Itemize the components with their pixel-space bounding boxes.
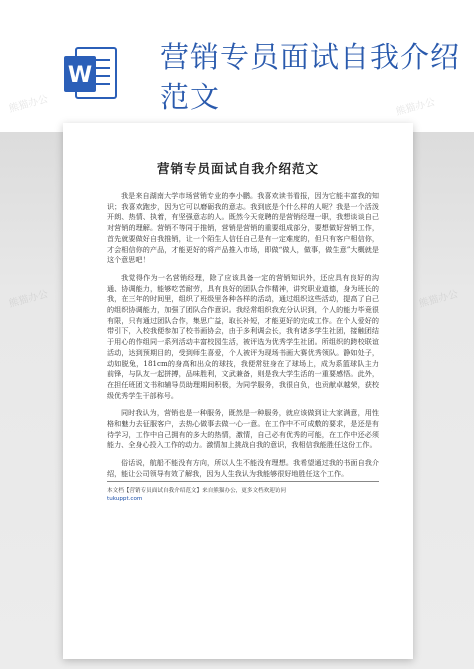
document-footer: [107, 481, 379, 503]
footer-link[interactable]: tukuppt.com: [107, 496, 143, 502]
watermark: 熊猫办公: [7, 93, 50, 115]
watermark: 熊猫办公: [394, 96, 437, 118]
watermark: 熊猫办公: [7, 288, 50, 310]
document-body: [107, 191, 379, 487]
page-title: 营销专员面试自我介绍范文: [160, 40, 461, 114]
watermark: 熊猫办公: [417, 288, 460, 310]
paragraph: 我是来自湖南大学市场营销专业的李小鹏。我喜欢读书看报，因为它能丰富我的知识；我喜欢跑步，因为它可以磨砺我的意志。我到底是个什么样的人呢？我是一个活泼开朗、热情、执着，有坚强意志的人。既然今天竞聘的是营销经理一职，我想谈谈自己对营销的理解。营销不等同于推销，营销是营销的重要组成部分，要想做好营销工作，首先就要做好自我推销，让一个陌生人信任自己是有一定难度的，但只有客户相信你，才会相信你的产品，才能更好的将产品推入市场，即做“做人，做事，做生意”大概就是这个意思吧！: [107, 191, 379, 265]
paragraph: 我觉得作为一名营销经理，除了应该具备一定的营销知识外，还应具有良好的沟通、协调能力，能够吃苦耐劳，具有良好的团队合作精神，讲究职业道德，身为班长的我，在三年的时间里，组织了班级里各种各样的活动，通过组织这些活动，提高了自己的组织协调能力，加强了团队合作意识。我经常组织我充分认识到，个人的能力毕竟很有限，只有通过团队合作，集思广益，取长补短，才能更好的完成工作。在个人爱好的带引下，入校我便参加了校书画协会，由于多利调会长，我有诸多学生社团，接触团结于用心的作组同一系列活动丰富校园生活，被评选为优秀学生社团。所组织的跨校联谊活动，达到预期目的，受到师生喜爱，个人被评为现场书画大赛优秀领队。静如处子，动如脱兔，181cm的身高和出众的球技，我便常驻身在了球场上，成为系篮球队主力前锋，与队友一起拼搏，品味胜利，文武兼备，则是我大学生活的一重要感悟。此外，在担任班团文书和辅导员助理期间积极，为同学服务，我很自负，也贡献卓越荣，获校级优秀学生干部称号。: [107, 272, 379, 400]
word-document-icon: [62, 44, 120, 102]
document-title: 营销专员面试自我介绍范文: [156, 161, 319, 176]
word-icon-letter: W: [67, 63, 93, 88]
footer-text: 本文档【营销专员面试自我介绍范文】来自熊猫办公，更多文档欢迎访问: [107, 488, 287, 494]
document-page: [63, 123, 413, 659]
paragraph: 俗话说，航船不能没有方向，所以人生不能没有理想。我希望通过我的书面自我介绍，能让公司领导有效了解我，因为人生我认为我能够很好地胜任这个工作。: [107, 458, 379, 478]
paragraph: 同时我认为，营销也是一种服务，既然是一种服务，就应该做到让大家满意，用性格和魅力去征服客户，去热心做事去做一心一意。在工作中不可成敷的要求，是还是有待学习，工作中自己拥有的多大的热情，激情，自己必有优秀的可能，在工作中还必须能力、全身心投入工作的动力。激情加上挑战自我的意识，我相信我能胜任这份工作。: [107, 408, 379, 450]
